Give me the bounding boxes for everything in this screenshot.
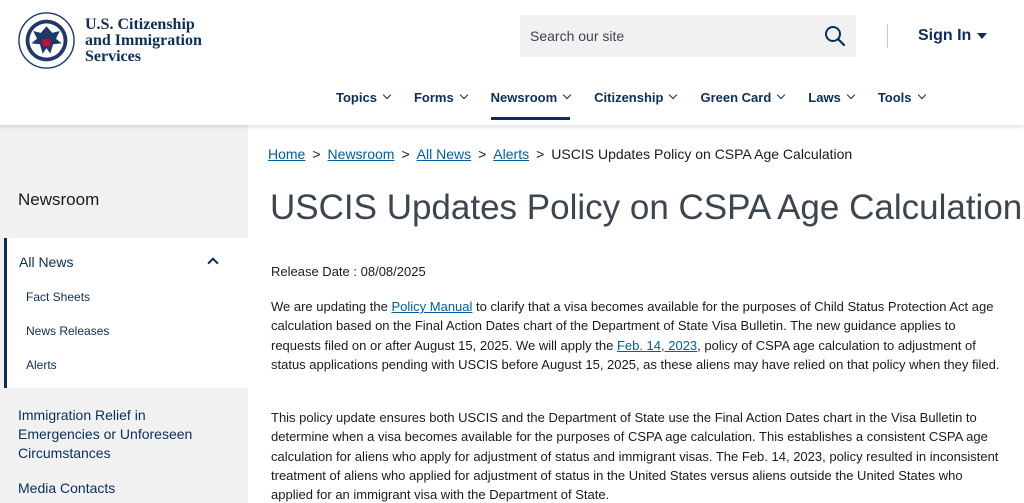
nav-label: Citizenship: [594, 90, 664, 105]
sidebar-item-alerts[interactable]: Alerts: [26, 358, 57, 372]
caret-down-icon: [977, 33, 987, 39]
chevron-down-icon: [563, 91, 571, 99]
article-paragraph-2: This policy update ensures both USCIS and the Department of State use the Final Action Dates chart in the Visa Bulletin to determine when a visa becomes available for the purposes of CSPA age calculation. This establishes a consistent CSPA age calculation for aliens who apply for adjustment of status and immigrant visas. The Feb. 14, 2023, policy resulted in inconsistent treatment of aliens who applied for adjustment of status in the United States versus aliens outside the United States who applied for an immigrant visa with the Department of State.: [271, 410, 999, 503]
agency-name: [85, 17, 202, 65]
nav-tools[interactable]: [878, 90, 925, 120]
breadcrumb-newsroom[interactable]: Newsroom: [327, 146, 395, 162]
policy-manual-link[interactable]: Policy Manual: [391, 299, 473, 314]
chevron-down-icon: [777, 91, 785, 99]
nav-label: Green Card: [700, 90, 772, 105]
nav-laws[interactable]: [808, 90, 854, 120]
agency-name-line-3: Services: [85, 48, 141, 65]
nav-citizenship[interactable]: [594, 90, 676, 120]
nav-label: Topics: [336, 90, 377, 105]
sign-in-button[interactable]: [918, 27, 987, 45]
agency-name-line-2: and Immigration: [85, 32, 202, 49]
site-logo[interactable]: [18, 12, 202, 69]
chevron-up-icon[interactable]: [207, 257, 218, 268]
breadcrumb-separator: >: [312, 146, 321, 162]
search-input[interactable]: [530, 28, 810, 44]
chevron-down-icon: [459, 91, 467, 99]
paragraph-text: , policy of CSPA age calculation to adjustment of status applications pending with USCIS before August 15, 2025, as these aliens may have relied on that policy when they filed.: [271, 337, 1000, 372]
sidebar-item-fact-sheets[interactable]: Fact Sheets: [26, 290, 91, 304]
nav-forms[interactable]: [414, 90, 467, 120]
sidebar-title: Newsroom: [18, 190, 100, 209]
sidebar-item-media-contacts[interactable]: Media Contacts: [18, 480, 116, 496]
paragraph-text: to clarify that a visa becomes available for the purposes of Child Status Protection Act age calculation based on the Final Action Dates chart of the Department of State Visa Bulletin. The new guidance applies to requests filed on or after August 15, 2025. We will apply the: [271, 299, 994, 353]
sidebar-group-all-news: [4, 238, 248, 388]
breadcrumb-separator: >: [536, 146, 545, 162]
breadcrumb-current: USCIS Updates Policy on CSPA Age Calculation: [551, 146, 853, 162]
header-divider: [887, 24, 888, 48]
search-icon: [824, 25, 846, 47]
feb-2023-policy-link[interactable]: Feb. 14, 2023: [616, 337, 698, 353]
sign-in-label: Sign In: [918, 27, 972, 44]
breadcrumb-separator: >: [478, 146, 487, 162]
nav-label: Forms: [413, 90, 454, 105]
agency-name-line-1: U.S. Citizenship: [85, 16, 195, 33]
release-date-label: Release Date :: [271, 264, 357, 279]
article-paragraph-1: [271, 297, 1001, 374]
breadcrumb-alerts[interactable]: Alerts: [493, 146, 530, 162]
sidebar-item-all-news[interactable]: All News: [19, 254, 74, 270]
release-date: [271, 264, 426, 279]
nav-green-card[interactable]: [700, 90, 784, 120]
chevron-down-icon: [847, 91, 855, 99]
breadcrumb: [268, 146, 852, 162]
search-button[interactable]: [824, 25, 846, 47]
nav-label: Laws: [808, 90, 841, 105]
sidebar-item-news-releases[interactable]: News Releases: [26, 324, 110, 338]
page-title: USCIS Updates Policy on CSPA Age Calculation: [270, 188, 1023, 227]
chevron-down-icon: [917, 91, 925, 99]
dhs-seal-icon: [18, 12, 75, 69]
nav-newsroom[interactable]: [491, 90, 570, 120]
sidebar: [0, 125, 248, 503]
breadcrumb-separator: >: [401, 146, 410, 162]
release-date-value: 08/08/2025: [360, 264, 426, 279]
paragraph-text: We are updating the: [271, 299, 388, 314]
breadcrumb-all-news[interactable]: All News: [416, 146, 472, 162]
site-header: [0, 0, 1024, 125]
main-nav: [336, 90, 949, 120]
chevron-down-icon: [669, 91, 677, 99]
nav-topics[interactable]: [336, 90, 390, 120]
search-bar: [520, 15, 856, 57]
sidebar-item-immigration-relief[interactable]: Immigration Relief in Emergencies or Unforeseen Circumstances: [18, 407, 193, 461]
nav-label: Tools: [877, 90, 912, 105]
chevron-down-icon: [383, 91, 391, 99]
nav-label: Newsroom: [490, 90, 558, 105]
breadcrumb-home[interactable]: Home: [268, 146, 306, 162]
